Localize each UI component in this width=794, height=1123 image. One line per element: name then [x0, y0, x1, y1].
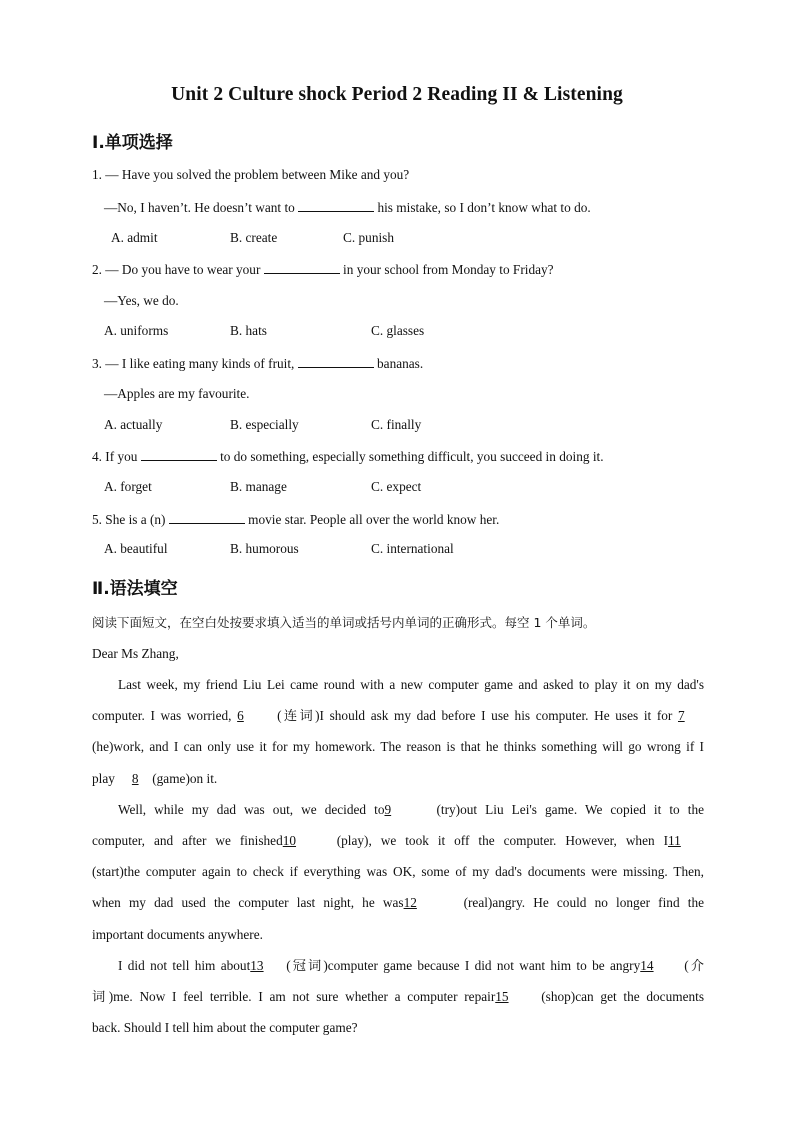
- question-2-text-after: in your school from Monday to Friday?: [343, 262, 554, 277]
- question-2: [92, 260, 554, 279]
- page-title: Unit 2 Culture shock Period 2 Reading II & Listening: [171, 84, 623, 105]
- blank-13: 13: [250, 958, 264, 973]
- passage-line: [92, 832, 704, 850]
- passage-line: [118, 801, 704, 819]
- option-2c: C. glasses: [371, 323, 425, 338]
- blank-8: 8: [131, 771, 139, 786]
- blank-14: 14: [640, 958, 654, 973]
- answer-blank: [298, 198, 374, 212]
- option-1b: B. create: [230, 230, 278, 245]
- passage-text: 词)me. Now I feel terrible. I am not sure whether a computer repair: [92, 989, 496, 1004]
- passage-line: (start)the computer again to check if everything was OK, some of my dad's documents were missing. Then,: [92, 864, 704, 879]
- answer-1-text-before: —No, I haven’t. He doesn’t want to: [104, 200, 295, 215]
- passage-text: computer. I was worried,: [92, 708, 232, 723]
- question-4-text-after: to do something, especially something difficult, you succeed in doing it.: [220, 449, 604, 464]
- instructions: 阅读下面短文，在空白处按要求填入适当的单词或括号内单词的正确形式。每空 1 个单词。: [92, 615, 596, 630]
- blank-15: 15: [495, 989, 509, 1004]
- passage-text: (game)on it.: [152, 771, 218, 786]
- passage-line: Last week, my friend Liu Lei came round with a new computer game and asked to play it on my dad's: [118, 677, 704, 692]
- question-4-text-before: 4. If you: [92, 449, 138, 464]
- passage-text: (shop)can get the documents: [541, 989, 704, 1004]
- passage-text: Well, while my dad was out, we decided to: [118, 802, 385, 817]
- passage-line: (he)work, and I can only use it for my homework. The reason is that he thinks something will go wrong if I: [92, 739, 704, 754]
- passage-text: (冠词)computer game because I did not want him to be angry: [286, 958, 641, 973]
- passage-text: computer, and after we finished: [92, 833, 283, 848]
- question-4: [92, 447, 604, 466]
- option-2b: B. hats: [230, 323, 267, 338]
- option-3b: B. especially: [230, 417, 299, 432]
- passage-text: (连词)I should ask my dad before I use his computer. He uses it for: [277, 708, 673, 723]
- passage-text: play: [92, 771, 115, 786]
- passage-line: back. Should I tell him about the computer game?: [92, 1020, 358, 1035]
- passage-text: (介: [684, 958, 704, 973]
- blank-7: 7: [678, 708, 685, 723]
- passage-line: [92, 770, 217, 788]
- option-5b: B. humorous: [230, 541, 299, 556]
- question-2-text-before: 2. — Do you have to wear your: [92, 262, 261, 277]
- passage-line: [92, 707, 704, 725]
- passage-text: I did not tell him about: [118, 958, 251, 973]
- option-1a: A. admit: [111, 230, 158, 245]
- option-4a: A. forget: [104, 479, 152, 494]
- blank-9: 9: [384, 802, 392, 817]
- answer-blank: [264, 260, 340, 274]
- option-5a: A. beautiful: [104, 541, 168, 556]
- answer-blank: [169, 510, 245, 524]
- blank-11: 11: [668, 833, 681, 848]
- passage-text: (try)out Liu Lei's game. We copied it to the: [436, 802, 704, 817]
- passage-line: important documents anywhere.: [92, 927, 263, 942]
- option-1c: C. punish: [343, 230, 394, 245]
- answer-2: —Yes, we do.: [104, 293, 179, 308]
- passage-line: [92, 894, 704, 912]
- question-5-text-after: movie star. People all over the world know her.: [248, 512, 500, 527]
- question-3-text-before: 3. — I like eating many kinds of fruit,: [92, 356, 295, 371]
- passage-text: (play), we took it off the computer. However, when I: [336, 833, 669, 848]
- answer-1-text-after: his mistake, so I don’t know what to do.: [377, 200, 591, 215]
- answer-blank: [298, 354, 374, 368]
- passage-line: [118, 957, 704, 975]
- blank-10: 10: [282, 833, 297, 848]
- option-3c: C. finally: [371, 417, 422, 432]
- section-heading-grammar-fill: Ⅱ.语法填空: [92, 579, 178, 599]
- blank-12: 12: [403, 895, 417, 910]
- answer-3: —Apples are my favourite.: [104, 386, 250, 401]
- question-5-text-before: 5. She is a (n): [92, 512, 166, 527]
- passage-text: (real)angry. He could no longer find the: [463, 895, 704, 910]
- section-heading-single-choice: Ⅰ.单项选择: [92, 133, 173, 153]
- option-3a: A. actually: [104, 417, 163, 432]
- option-4c: C. expect: [371, 479, 422, 494]
- question-1: 1. — Have you solved the problem between Mike and you?: [92, 167, 410, 182]
- question-3-text-after: bananas.: [377, 356, 424, 371]
- answer-blank: [141, 447, 217, 461]
- question-5: [92, 510, 499, 529]
- question-3: [92, 354, 423, 373]
- option-5c: C. international: [371, 541, 454, 556]
- letter-greeting: Dear Ms Zhang,: [92, 646, 179, 661]
- passage-line: [92, 988, 704, 1006]
- passage-text: when my dad used the computer last night, he was: [92, 895, 404, 910]
- option-2a: A. uniforms: [104, 323, 169, 338]
- blank-6: 6: [237, 708, 244, 723]
- option-4b: B. manage: [230, 479, 287, 494]
- answer-1: [104, 198, 591, 217]
